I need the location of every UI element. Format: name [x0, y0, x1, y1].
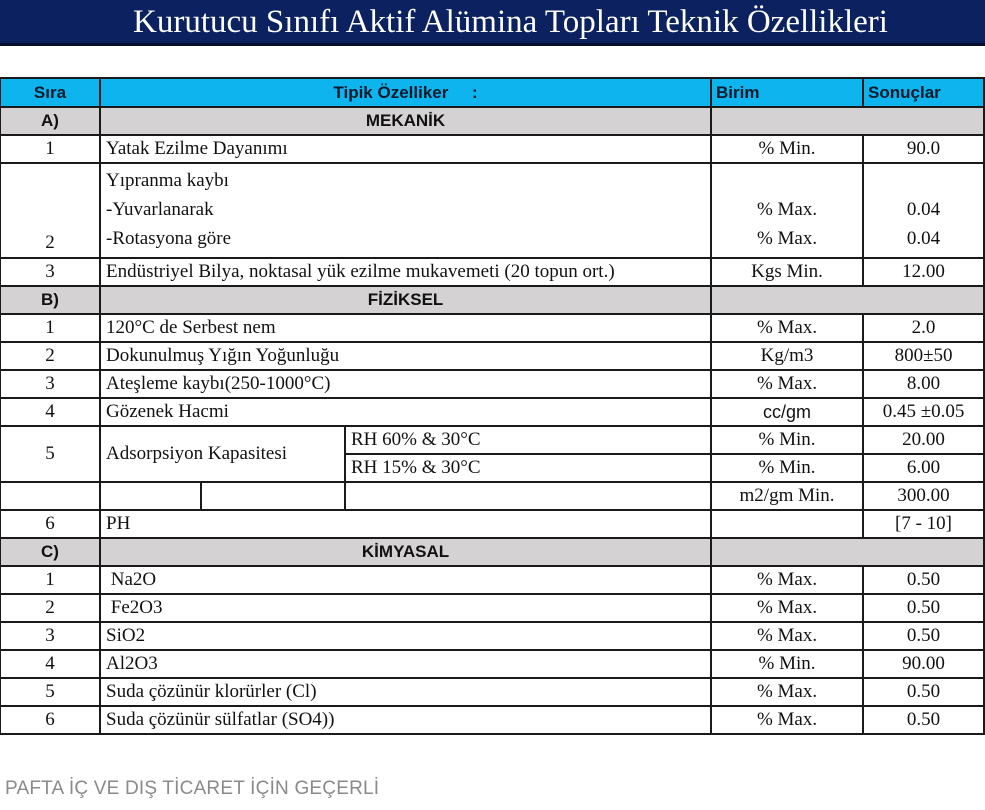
row-no: 1	[0, 566, 100, 594]
row-result: 300.00	[863, 482, 984, 510]
row-unit: % Min.	[711, 650, 863, 678]
table-row	[0, 510, 984, 538]
row-property: Suda çözünür sülfatlar (SO4))	[100, 706, 711, 734]
section-code: B)	[0, 286, 100, 314]
row-no: 2	[0, 342, 100, 370]
row-unit: % Max.	[711, 594, 863, 622]
table-row	[0, 135, 984, 163]
section-row-mechanical	[0, 107, 984, 135]
row-property	[100, 163, 711, 258]
row-no: 4	[0, 650, 100, 678]
row-property: Gözenek Hacmi	[100, 398, 711, 426]
row-result: 0.45 ±0.05	[863, 398, 984, 426]
row-result-value: 0.04	[906, 228, 941, 249]
header-result: Sonuçlar	[863, 78, 984, 107]
row-no: 1	[0, 314, 100, 342]
row-unit-value: % Max.	[756, 228, 818, 249]
row-property: Dokunulmuş Yığın Yoğunluğu	[100, 342, 711, 370]
row-property-sub: -Yuvarlanarak	[106, 199, 214, 220]
header-property-label: Tipik Özelliker :	[333, 82, 478, 102]
row-property-main: Yıpranma kaybı	[106, 170, 229, 191]
table-row	[0, 566, 984, 594]
row-result-value: 0.04	[906, 199, 941, 220]
row-condition: RH 60% & 30°C	[345, 426, 711, 454]
row-empty-cell	[100, 482, 201, 510]
section-name: FİZİKSEL	[100, 286, 711, 314]
row-condition: RH 15% & 30°C	[345, 454, 711, 482]
row-unit-value: % Max.	[756, 199, 818, 220]
row-unit: % Max.	[711, 678, 863, 706]
table-row	[0, 258, 984, 286]
table-row	[0, 594, 984, 622]
table-row	[0, 650, 984, 678]
row-no: 5	[0, 426, 100, 482]
row-no: 6	[0, 706, 100, 734]
section-empty	[711, 538, 984, 566]
table-row	[0, 482, 984, 510]
section-name: MEKANİK	[100, 107, 711, 135]
row-result: 800±50	[863, 342, 984, 370]
table-row	[0, 706, 984, 734]
row-result: 0.50	[863, 706, 984, 734]
row-unit: % Min.	[711, 135, 863, 163]
row-unit: cc/gm	[711, 398, 863, 426]
section-code: A)	[0, 107, 100, 135]
row-unit	[711, 163, 863, 258]
row-no	[0, 482, 100, 510]
row-result: 0.50	[863, 566, 984, 594]
row-no: 3	[0, 258, 100, 286]
table-row	[0, 426, 984, 454]
row-unit: % Max.	[711, 622, 863, 650]
row-result: 90.00	[863, 650, 984, 678]
row-result: 8.00	[863, 370, 984, 398]
row-result: 6.00	[863, 454, 984, 482]
row-unit: % Max.	[711, 314, 863, 342]
document-title-bar	[0, 0, 985, 46]
row-no: 3	[0, 622, 100, 650]
row-no: 1	[0, 135, 100, 163]
row-unit: % Max.	[711, 370, 863, 398]
header-unit: Birim	[711, 78, 863, 107]
table-header-row	[0, 78, 984, 107]
section-row-physical	[0, 286, 984, 314]
spec-table	[0, 77, 985, 735]
row-result: 20.00	[863, 426, 984, 454]
section-code: C)	[0, 538, 100, 566]
table-row	[0, 622, 984, 650]
table-row	[0, 398, 984, 426]
footer-note: PAFTA İÇ VE DIŞ TİCARET İÇİN GEÇERLİ	[5, 778, 380, 799]
header-sira: Sıra	[0, 78, 100, 107]
row-result: 2.0	[863, 314, 984, 342]
row-no: 2	[0, 594, 100, 622]
section-row-chemical	[0, 538, 984, 566]
row-property: Endüstriyel Bilya, noktasal yük ezilme mukavemeti (20 topun ort.)	[100, 258, 711, 286]
header-property	[100, 78, 711, 107]
row-no: 2	[0, 163, 100, 258]
row-unit	[711, 510, 863, 538]
row-result: 12.00	[863, 258, 984, 286]
row-unit: % Max.	[711, 566, 863, 594]
row-property: Suda çözünür klorürler (Cl)	[100, 678, 711, 706]
row-property: Yatak Ezilme Dayanımı	[100, 135, 711, 163]
row-property: Fe2O3	[100, 594, 711, 622]
section-empty	[711, 286, 984, 314]
row-property: Na2O	[100, 566, 711, 594]
row-property-sub: -Rotasyona göre	[106, 228, 232, 249]
row-unit: % Min.	[711, 426, 863, 454]
table-row	[0, 370, 984, 398]
row-no: 4	[0, 398, 100, 426]
row-result: 0.50	[863, 678, 984, 706]
table-row	[0, 163, 984, 258]
row-property: Ateşleme kaybı(250-1000°C)	[100, 370, 711, 398]
row-result: [7 - 10]	[863, 510, 984, 538]
row-result: 0.50	[863, 594, 984, 622]
row-no: 3	[0, 370, 100, 398]
table-row	[0, 314, 984, 342]
row-property: PH	[100, 510, 711, 538]
section-name: KİMYASAL	[100, 538, 711, 566]
row-property: Adsorpsiyon Kapasitesi	[100, 426, 345, 482]
row-result: 90.0	[863, 135, 984, 163]
row-result: 0.50	[863, 622, 984, 650]
row-unit: m2/gm Min.	[711, 482, 863, 510]
row-unit: % Min.	[711, 454, 863, 482]
section-empty	[711, 107, 984, 135]
row-no: 6	[0, 510, 100, 538]
row-property: 120°C de Serbest nem	[100, 314, 711, 342]
row-unit: Kgs Min.	[711, 258, 863, 286]
row-property: Al2O3	[100, 650, 711, 678]
row-property: SiO2	[100, 622, 711, 650]
row-unit: % Max.	[711, 706, 863, 734]
row-result	[863, 163, 984, 258]
row-unit: Kg/m3	[711, 342, 863, 370]
table-row	[0, 678, 984, 706]
row-empty-cell	[201, 482, 345, 510]
document-title: Kurutucu Sınıfı Aktif Alümina Topları Teknik Özellikleri	[133, 4, 888, 40]
table-row	[0, 342, 984, 370]
row-no: 5	[0, 678, 100, 706]
row-property	[345, 482, 711, 510]
